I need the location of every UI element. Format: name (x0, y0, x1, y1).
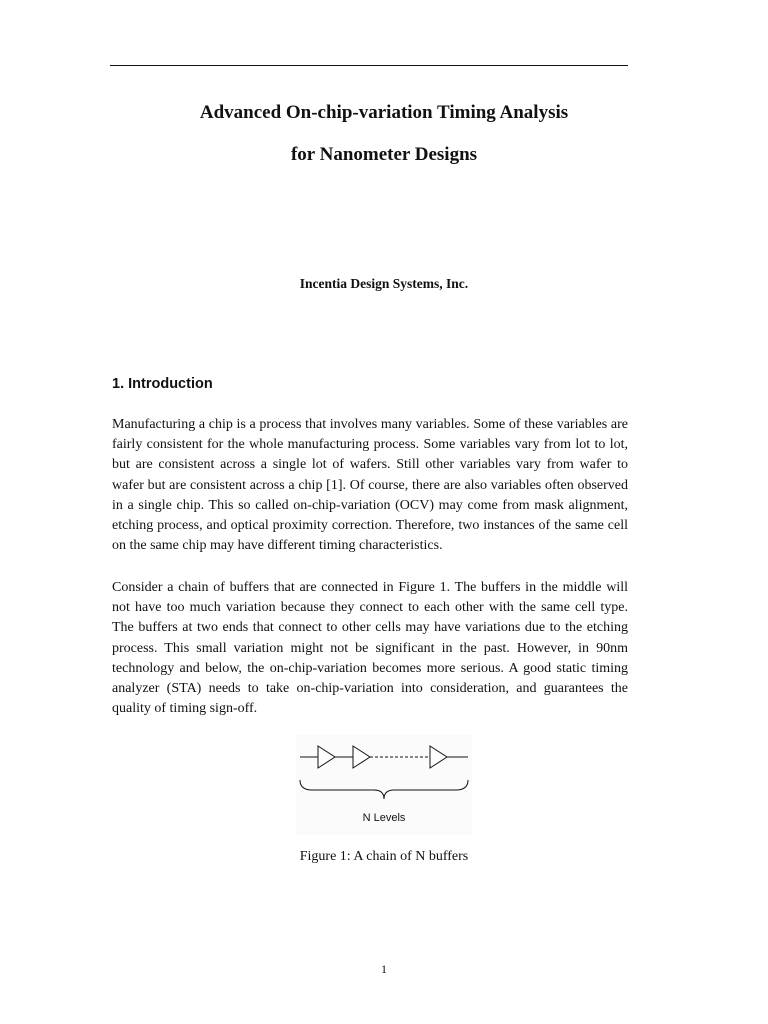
page-number: 1 (381, 962, 387, 976)
paper-title-line-2: for Nanometer Designs (290, 144, 478, 165)
header-rule (110, 65, 628, 66)
buffer-chain-diagram (296, 735, 472, 835)
figure-label: N Levels (362, 812, 406, 824)
paper-title-line-1: Advanced On-chip-variation Timing Analysis (199, 102, 569, 123)
section-heading: 1. Introduction (112, 376, 213, 392)
paragraph-2: Consider a chain of buffers that are connected in Figure 1. The buffers in the middle will not have too much variation because they connect to each other with the same cell type. The buffers at two ends that connect to other cells may have variations due to the etching process. This small variation might not be significant in the past. However, in 90nm technology and below, the on-chip-variation becomes more serious. A good static timing analyzer (STA) needs to take on-chip-variation into consideration, and guarantees the quality of timing sign-off. (112, 580, 628, 717)
paragraph-1: Manufacturing a chip is a process that involves many variables. Some of these variables are fairly consistent for the whole manufacturing process. Some variables vary from lot to lot, but are consistent across a single lot of wafers. Still other variables vary from wafer to wafer but are consistent across a chip [1]. Of course, there are also variables often observed in a single chip. This so called on-chip-variation (OCV) may come from mask alignment, etching process, and optical proximity correction. Therefore, two instances of the same cell on the same chip may have different timing characteristics. (112, 417, 628, 554)
author-organization: Incentia Design Systems, Inc. (299, 276, 469, 291)
buffer-chain-figure (296, 735, 472, 835)
figure-caption: Figure 1: A chain of N buffers (299, 849, 469, 864)
